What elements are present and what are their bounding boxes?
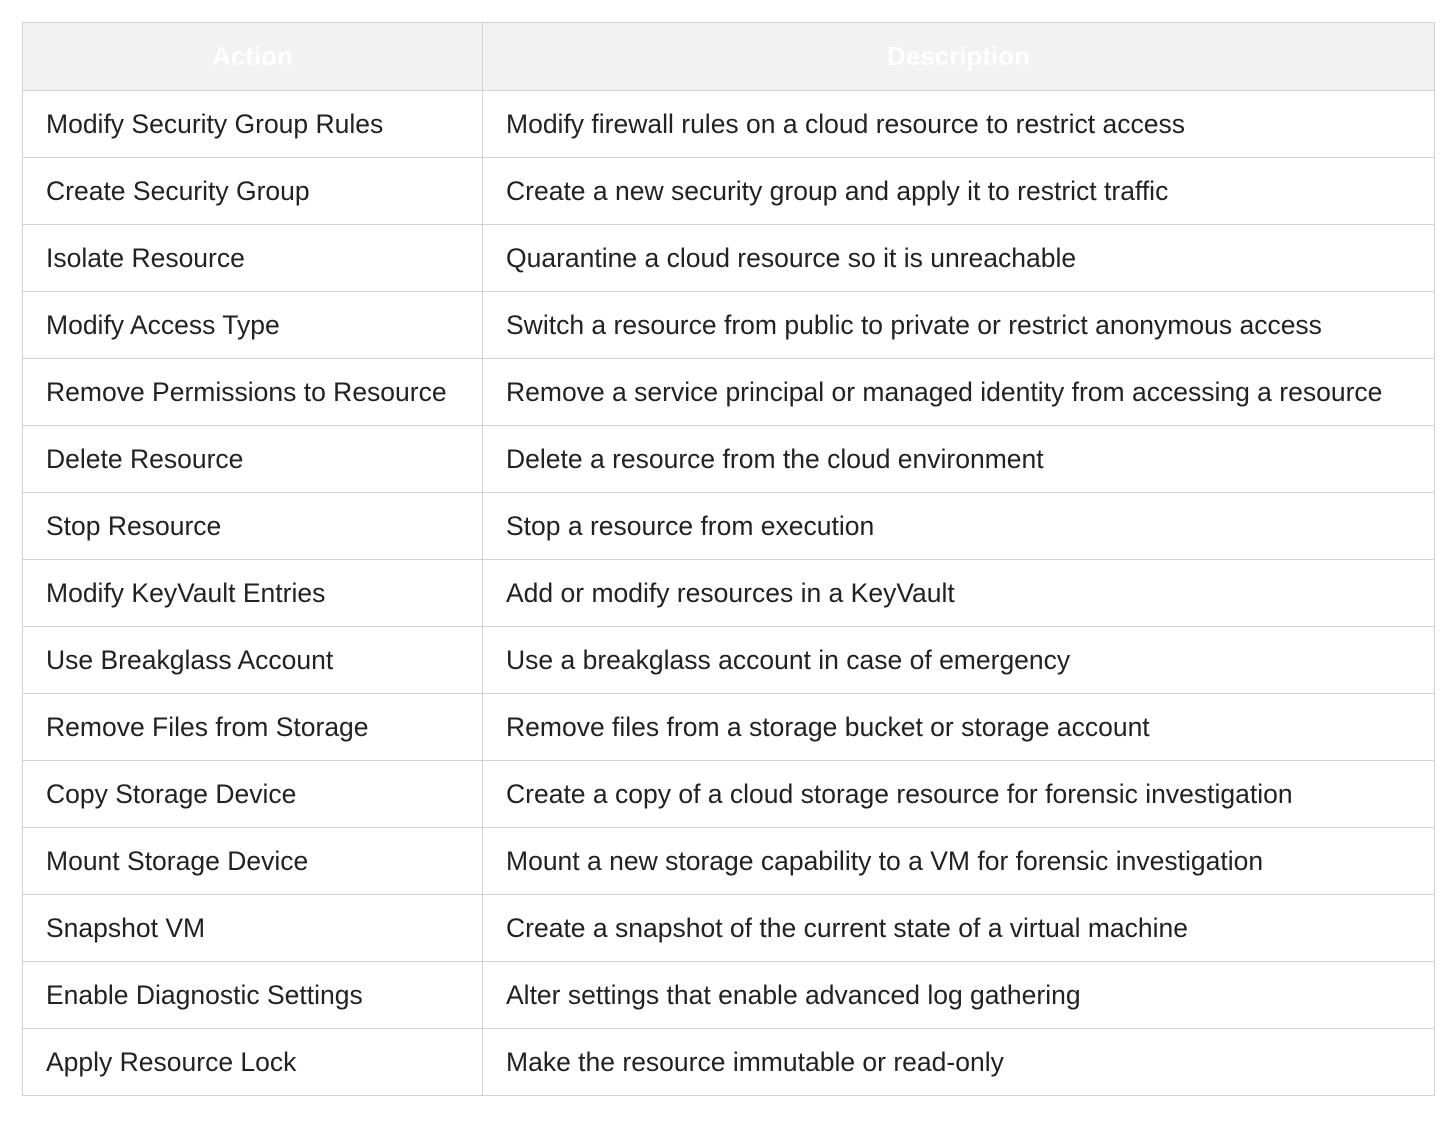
- description-cell: Create a snapshot of the current state of a virtual machine: [483, 895, 1435, 962]
- action-cell: Stop Resource: [23, 493, 483, 560]
- table-row: [23, 828, 1435, 895]
- action-cell: Modify KeyVault Entries: [23, 560, 483, 627]
- action-cell: Delete Resource: [23, 426, 483, 493]
- table-body: [23, 91, 1435, 1096]
- table-row: [23, 627, 1435, 694]
- table-header-row: [23, 23, 1435, 91]
- actions-table-container: [22, 22, 1434, 1096]
- description-cell: Remove files from a storage bucket or storage account: [483, 694, 1435, 761]
- description-cell: Remove a service principal or managed identity from accessing a resource: [483, 359, 1435, 426]
- description-cell: Mount a new storage capability to a VM for forensic investigation: [483, 828, 1435, 895]
- table-row: [23, 225, 1435, 292]
- action-cell: Modify Access Type: [23, 292, 483, 359]
- action-cell: Mount Storage Device: [23, 828, 483, 895]
- action-cell: Use Breakglass Account: [23, 627, 483, 694]
- table-row: [23, 560, 1435, 627]
- table-row: [23, 962, 1435, 1029]
- table-row: [23, 91, 1435, 158]
- action-cell: Remove Files from Storage: [23, 694, 483, 761]
- table-row: [23, 694, 1435, 761]
- description-cell: Create a copy of a cloud storage resource for forensic investigation: [483, 761, 1435, 828]
- description-cell: Make the resource immutable or read-only: [483, 1029, 1435, 1096]
- action-cell: Snapshot VM: [23, 895, 483, 962]
- action-cell: Remove Permissions to Resource: [23, 359, 483, 426]
- description-cell: Alter settings that enable advanced log gathering: [483, 962, 1435, 1029]
- table-row: [23, 158, 1435, 225]
- description-cell: Modify firewall rules on a cloud resource to restrict access: [483, 91, 1435, 158]
- action-cell: Isolate Resource: [23, 225, 483, 292]
- table-row: [23, 359, 1435, 426]
- actions-table: [22, 22, 1435, 1096]
- action-cell: Apply Resource Lock: [23, 1029, 483, 1096]
- table-row: [23, 895, 1435, 962]
- description-cell: Use a breakglass account in case of emergency: [483, 627, 1435, 694]
- table-row: [23, 1029, 1435, 1096]
- description-cell: Create a new security group and apply it to restrict traffic: [483, 158, 1435, 225]
- description-cell: Add or modify resources in a KeyVault: [483, 560, 1435, 627]
- description-cell: Quarantine a cloud resource so it is unreachable: [483, 225, 1435, 292]
- table-row: [23, 426, 1435, 493]
- table-row: [23, 761, 1435, 828]
- description-cell: Switch a resource from public to private or restrict anonymous access: [483, 292, 1435, 359]
- action-cell: Create Security Group: [23, 158, 483, 225]
- table-row: [23, 292, 1435, 359]
- action-cell: Copy Storage Device: [23, 761, 483, 828]
- column-header-description: Description: [483, 23, 1435, 91]
- action-cell: Enable Diagnostic Settings: [23, 962, 483, 1029]
- column-header-action: Action: [23, 23, 483, 91]
- table-row: [23, 493, 1435, 560]
- description-cell: Delete a resource from the cloud environment: [483, 426, 1435, 493]
- description-cell: Stop a resource from execution: [483, 493, 1435, 560]
- action-cell: Modify Security Group Rules: [23, 91, 483, 158]
